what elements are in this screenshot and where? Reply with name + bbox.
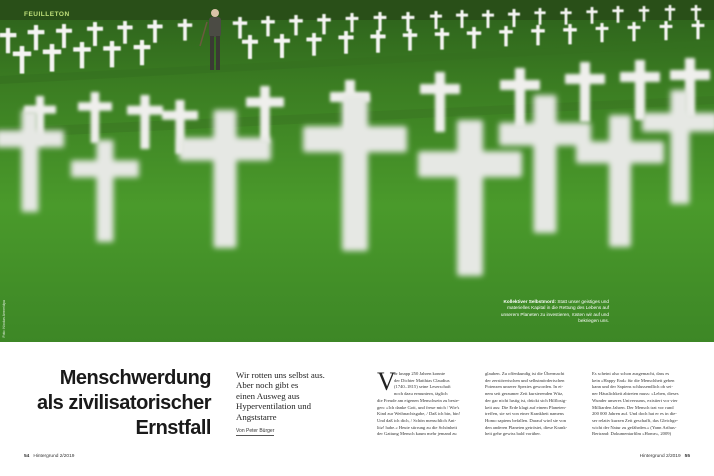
text-line: nem seit geraumer Zeit kursierenden Witz, — [485, 391, 564, 397]
text-line: der gar nicht lustig ist, drückt sich Hilflosig- — [485, 397, 567, 403]
magazine-title-left: Hintergrund 2/2019 — [33, 454, 75, 459]
text-line: der Gattung Mensch kaum mehr jemand zu — [377, 431, 457, 437]
text-line: noch dazu ermuntern, täglich — [394, 391, 448, 397]
intro-line: Aber noch gibt es — [236, 380, 299, 391]
text-line: gen: »Ich danke Gott, und freue mich / Wie's — [377, 404, 460, 410]
intro-line: einen Ausweg aus — [236, 390, 300, 401]
headline-line: als zivilisatorischer — [36, 392, 211, 414]
article-headline — [11, 366, 211, 441]
article-byline: Von Peter Bürger — [236, 428, 275, 434]
page-number-right: 55 — [684, 454, 690, 459]
photo-caption-text: Statt unser geistiges und materielles Kapital in die Rettung des Lebens auf unserem Planeten zu investieren, rüsten wir auf und bekriegen uns. — [500, 299, 609, 324]
headline-line: Menschwerdung — [59, 367, 211, 389]
text-line: der zerstörerischen und selbstmörderischen — [485, 377, 565, 383]
text-line: der Dichter Matthias Claudius — [394, 377, 450, 383]
text-line: (1740–1815) seine Leserschaft — [394, 384, 451, 390]
intro-line: Wir rotten uns selbst aus. — [236, 370, 325, 380]
text-line: ner Häuslichkeit abtreten muss: »Leben, dieses — [592, 391, 679, 397]
text-line: Und daß ich dich, / Schön menschlich Ant- — [377, 417, 457, 423]
text-line: Bertrand: Dokumentarfilm »Home«, 2009) — [592, 431, 672, 437]
page-number-left: 54 — [24, 454, 30, 459]
headline-line: Ernstfall — [135, 417, 211, 439]
text-line: wicht der Natur zu gefährden.« (Yann Arthus- — [592, 424, 677, 430]
text-line: ser relativ kurzen Zeit geschafft, das Gleichge- — [592, 417, 679, 423]
section-label: FEUILLETON — [24, 11, 70, 18]
text-column-1 — [377, 367, 475, 438]
text-line: den anderen Planeten getröstet, diese Krank- — [485, 424, 568, 430]
intro-line: Angststarre — [236, 411, 277, 422]
text-line: 200 000 Jahren auf. Und doch hat er es in die- — [592, 411, 677, 417]
text-line: Wunder unseres Universums, existiert vor vier — [592, 397, 678, 403]
text-line: Kind zur Weihnachtsgabe, / Daß ich bin, bin! — [377, 411, 461, 417]
text-line: heit gehe gewiss bald vorüber. — [485, 431, 541, 437]
intro-line: Hyperventilation und — [236, 401, 312, 412]
text-line: Milliarden Jahren. Der Mensch trat vor rund — [592, 404, 674, 410]
photo-caption — [489, 299, 609, 325]
text-line: kein »Happy End« für die Menschheit geben — [592, 377, 675, 383]
text-line: kann und der Sapiens schlussendlich ob sei- — [592, 384, 673, 390]
drop-cap: V — [377, 367, 396, 396]
text-line: or knapp 250 Jahren konnte — [394, 371, 446, 376]
text-line: treffen, sie sei von einer Krankheit namens — [485, 411, 564, 417]
footer-right — [640, 454, 690, 459]
photo-caption-bold: Kollektiver Selbstmord: — [503, 299, 557, 304]
photo-credit: Foto: Nicolas Armer/dpa — [2, 300, 6, 338]
text-line: litz! habe.« Heute stirrung zu die Schönheit — [377, 424, 457, 430]
footer-left — [24, 454, 74, 459]
magazine-title-right: Hintergrund 2/2019 — [639, 454, 681, 459]
text-line: Es scheint also schon ausgemacht, dass es — [592, 371, 670, 376]
text-line: glauben. Zu offenkundig ist die Übermacht — [485, 371, 565, 376]
text-column-2 — [485, 371, 583, 438]
text-line: keit aus: Die Erde klagt auf einem Planeten- — [485, 404, 567, 410]
article-intro — [236, 370, 336, 422]
text-line: die Freude am eigenen Menschsein zu beste- — [377, 397, 460, 403]
text-line: Potenzen unserer Spezies geworden. In ei- — [485, 384, 564, 390]
text-column-3 — [592, 371, 690, 438]
text-line: Homo sapiens befallen. Darauf wird sie von — [485, 417, 567, 423]
